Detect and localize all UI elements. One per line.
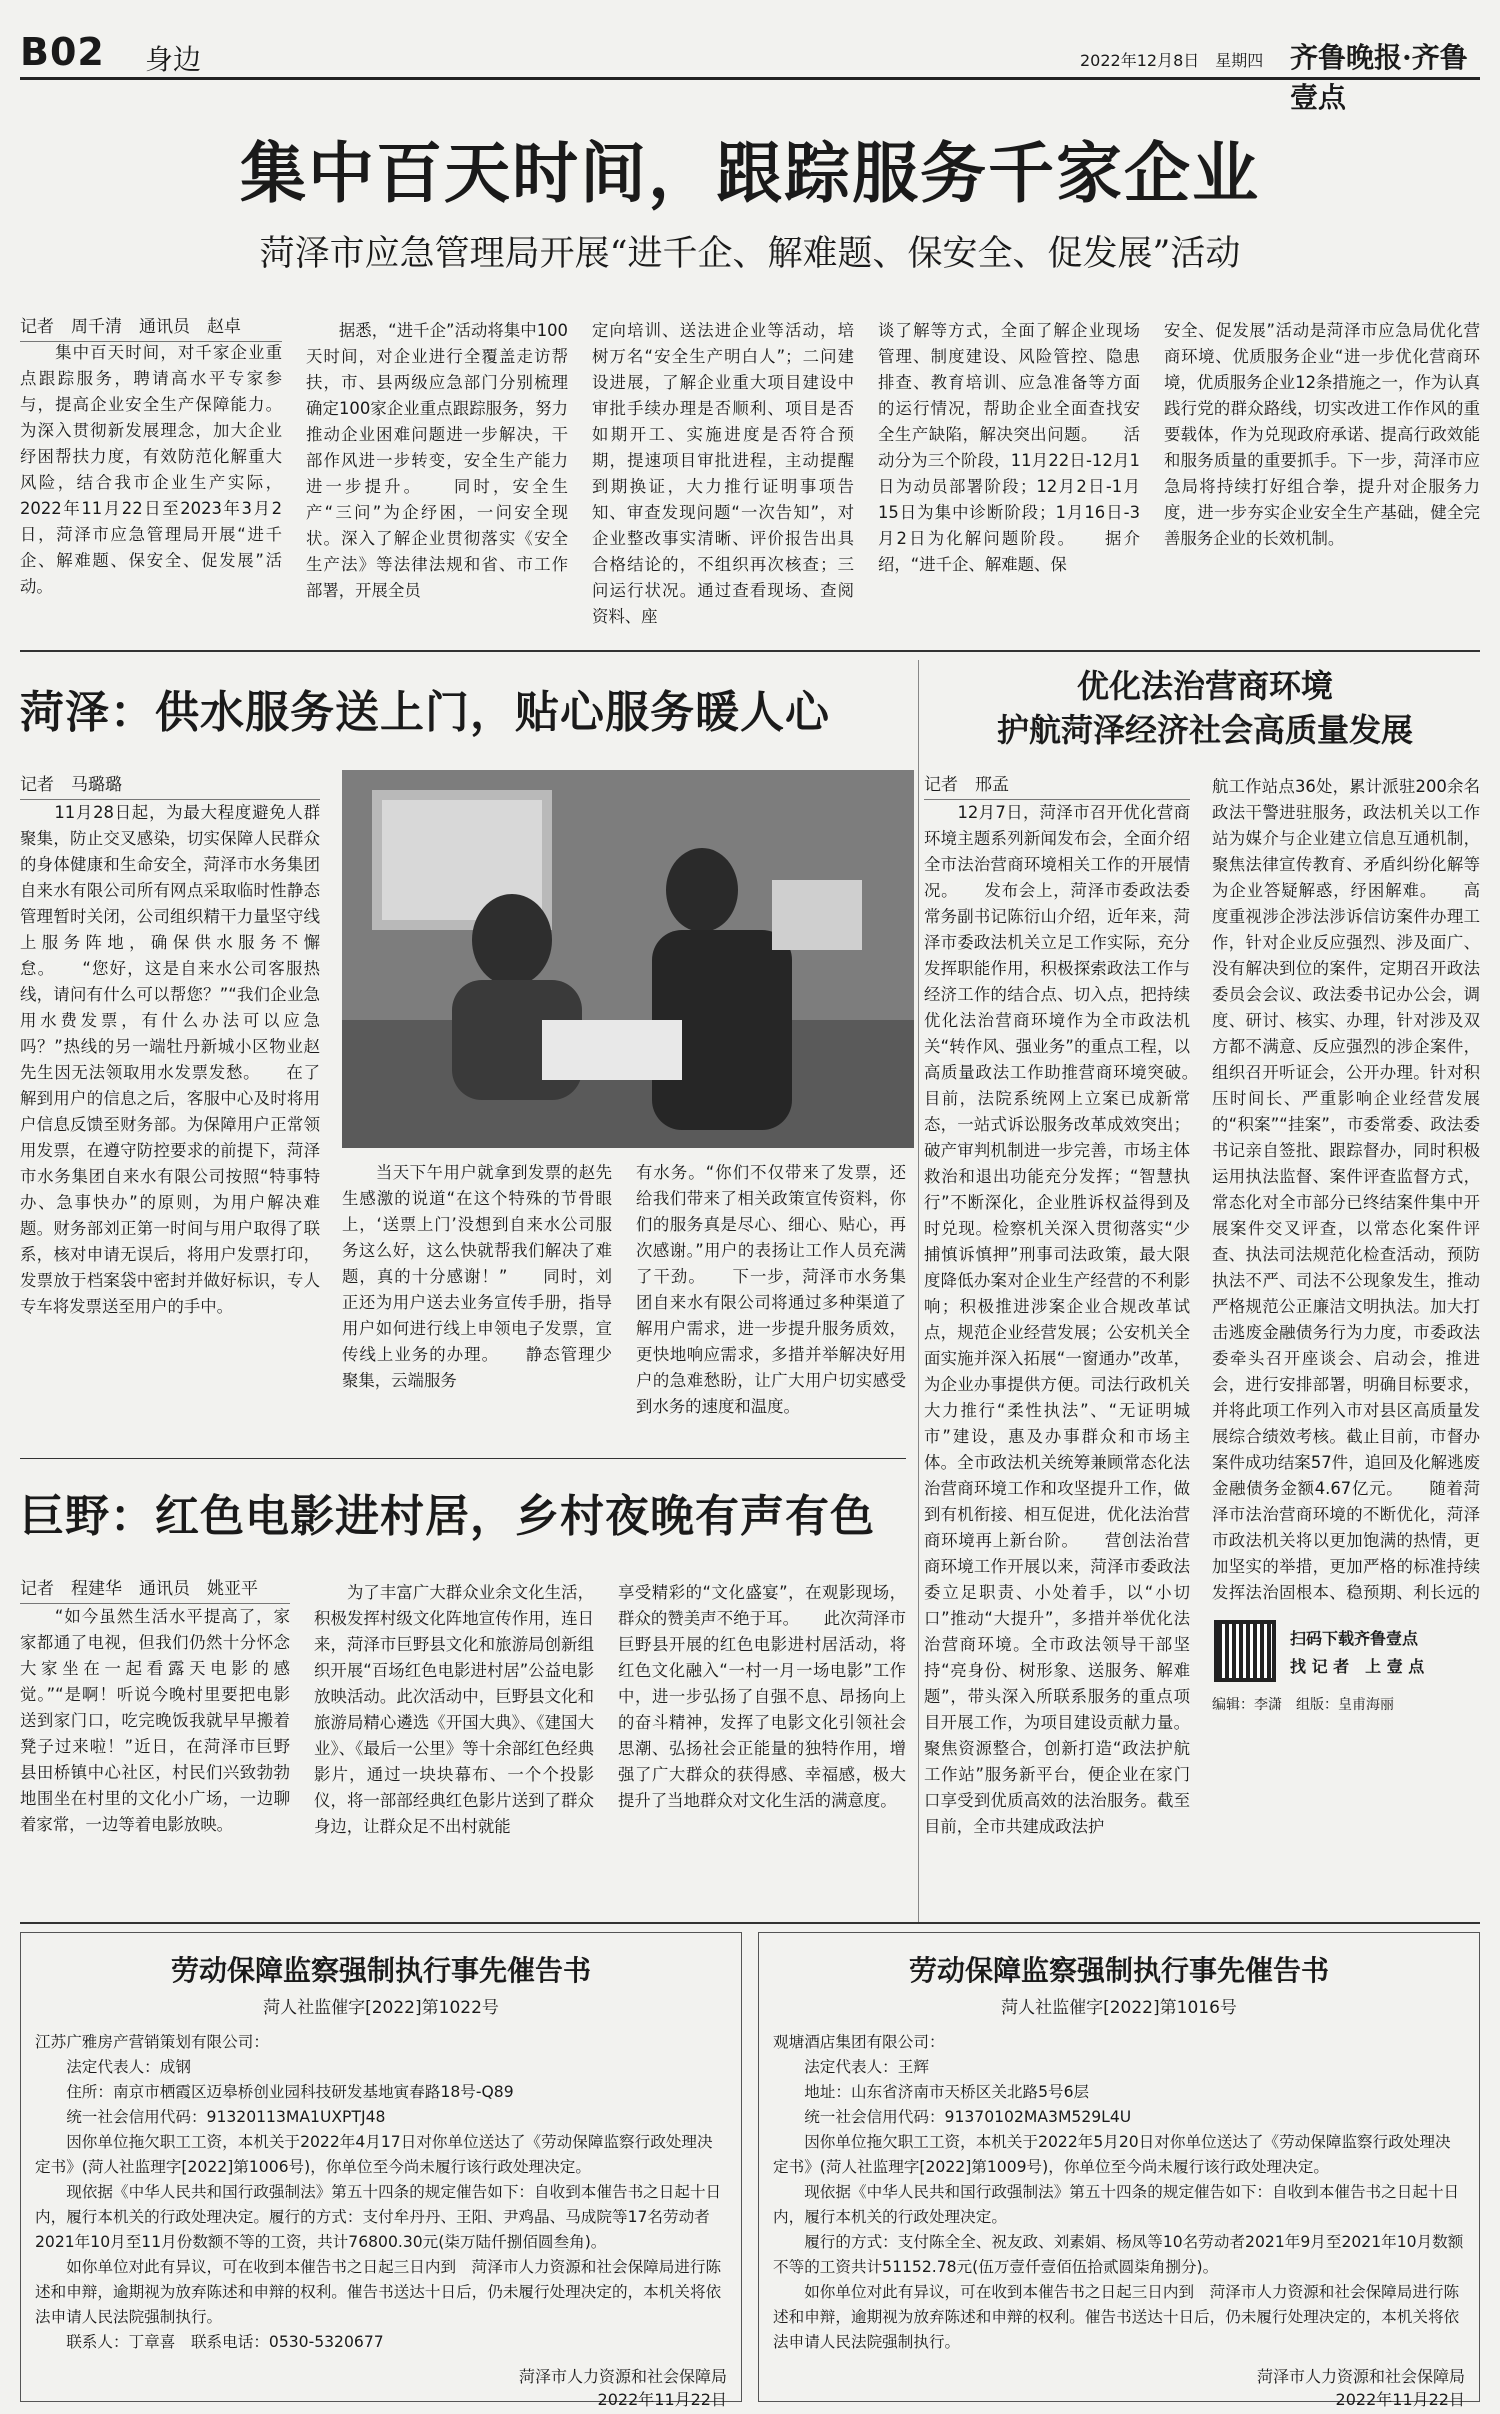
- notice-line: 统一社会信用代码：91370102MA3M529L4U: [773, 2108, 1132, 2126]
- notice-line: 法定代表人：王辉: [773, 2058, 929, 2076]
- water-headline: 菏泽：供水服务送上门，贴心服务暖人心: [20, 687, 830, 738]
- notice-line: 履行的方式：支付陈全全、祝友政、刘素娟、杨凤等10名劳动者2021年9月至2021年10月数额不等的工资共计51152.78元(伍万壹仟壹佰伍拾贰圆柒角捌分)。: [773, 2233, 1464, 2276]
- water-column-1: 11月28日起，为最大程度避免人群聚集，防止交叉感染，切实保障人民群众的身体健康和生命安全，菏泽市水务集团自来水有限公司所有网点采取临时性静态管理暂时关闭，公司组织精干力量坚守线上服务阵地，确保供水服务不懈怠。 “您好，这是自来水公司客服热线，请问有什么可以帮您？”“我们企业急用水费发票，有什么办法可以应急吗？”热线的另一端牡丹新城小区物业赵先生因无法领取用水发票发愁。 在了解到用户的信息之后，客服中心及时将用户信息反馈至财务部。为保障用户正常领用发票，在遵守防控要求的前提下，菏泽市水务集团自来水有限公司按照“特事特办、急事快办”的原则，为用户解决难题。财务部刘正第一时间与用户取得了联系，核对申请无误后，将用户发票打印，发票放于档案袋中密封并做好标识，专人专车将发票送至用户的手中。: [20, 803, 320, 1316]
- movie-column-2: 为了丰富广大群众业余文化生活，积极发挥村级文化阵地宣传作用，连日来，菏泽市巨野县文化和旅游局创新组织开展“百场红色电影进村居”公益电影放映活动。此次活动中，巨野县文化和旅游局精心遴选《开国大典》、《建国大业》、《最后一公里》等十余部红色经典影片，通过一块块幕布、一个个投影仪，将一部部经典红色影片送到了群众身边，让群众足不出村就能: [314, 1583, 594, 1836]
- qr-code-icon[interactable]: [1214, 1620, 1276, 1682]
- qr-caption-1: 扫码下载齐鲁壹点: [1290, 1629, 1419, 1648]
- masthead-logo: 齐鲁晚报·齐鲁壹点: [1290, 41, 1468, 114]
- notice-code: 菏人社监催字[2022]第1022号: [263, 1998, 499, 2018]
- notice-line: 如你单位对此有异议，可在收到本催告书之日起三日内到 菏泽市人力资源和社会保障局进行陈述和申辩，逾期视为放弃陈述和申辩的权利。催告书送达十日后，仍未履行处理决定的，本机关将依法申请人民法院强制执行。: [773, 2283, 1460, 2351]
- notice-box-1: [20, 1932, 742, 2409]
- notice-line: 住所：南京市栖霞区迈皋桥创业园科技研发基地寅春路18号-Q89: [35, 2083, 514, 2101]
- photo-illustration: [342, 770, 914, 1148]
- notice-body: [759, 2018, 1479, 2358]
- notice-line: 联系人：丁章喜 联系电话：0530-5320677: [35, 2333, 384, 2351]
- notice-signer: 菏泽市人力资源和社会保障局: [1256, 2367, 1465, 2386]
- lead-headline: 集中百天时间，跟踪服务千家企业: [240, 135, 1260, 212]
- lead-byline: 记者 周千清 通讯员 赵卓: [20, 312, 282, 342]
- notice-line: 法定代表人：成钢: [35, 2058, 191, 2076]
- movie-byline: 记者 程建华 通讯员 姚亚平: [20, 1574, 290, 1604]
- issue-date: 2022年12月8日 星期四: [1080, 51, 1264, 70]
- page-number: B02: [20, 30, 105, 74]
- notice-title: 劳动保障监察强制执行事先催告书: [908, 1954, 1329, 1987]
- lead-column-3: 定向培训、送法进企业等活动，培树万名“安全生产明白人”；二问建设进展，了解企业重大项目建设中审批手续办理是否顺利、项目是否如期开工、实施进度是否符合预期，提速项目审批进程，主动提醒到期换证，大力推行证明事项告知、审查发现问题“一次告知”，对企业整改事实清晰、评价报告出具合格结论的，不组织再次核查；三问运行状况。通过查看现场、查阅资料、座: [592, 321, 854, 626]
- notice-box-2: [758, 1932, 1480, 2409]
- lead-column-4: 谈了解等方式，全面了解企业现场管理、制度建设、风险管控、隐患排查、教育培训、应急准备等方面的运行情况，帮助企业全面查找安全生产缺陷，解决突出问题。 活动分为三个阶段，11月22日-12月1日为动员部署阶段；12月2日-1月15日为集中诊断阶段；1月16日-3月2日为化解问题阶段。 据介绍，“进千企、解难题、保: [878, 321, 1140, 574]
- section-divider: [20, 1922, 1480, 1924]
- water-column-3: 有水务。“你们不仅带来了发票，还给我们带来了相关政策宣传资料，你们的服务真是尽心、细心、贴心，再次感谢。”用户的表扬让工作人员充满了干劲。 下一步，菏泽市水务集团自来水有限公司将通过多种渠道了解用户需求，进一步提升服务质效，更快地响应需求，多措并举解决好用户的急难愁盼，让广大用户切实感受到水务的速度和温度。: [636, 1163, 906, 1416]
- notice-line: 统一社会信用代码：91320113MA1UXPTJ48: [35, 2108, 386, 2126]
- notice-line: 因你单位拖欠职工工资，本机关于2022年5月20日对你单位送达了《劳动保障监察行政处理决定书》(菏人社监理字[2022]第1009号)，你单位至今尚未履行该行政处理决定。: [773, 2133, 1451, 2176]
- notice-line: 观塘酒店集团有限公司：: [773, 2033, 945, 2051]
- water-column-2: 当天下午用户就拿到发票的赵先生感激的说道“在这个特殊的节骨眼上，‘送票上门’没想到自来水公司服务这么好，这么快就帮我们解决了难题，真的十分感谢！” 同时，刘正还为用户送去业务宣传手册，指导用户如何进行线上申领电子发票，宣传线上业务的办理。 静态管理少聚集，云端服务: [342, 1163, 612, 1390]
- law-headline-line1: 优化法治营商环境: [1076, 667, 1333, 705]
- notice-code: 菏人社监催字[2022]第1016号: [1001, 1998, 1237, 2018]
- notice-signer: 菏泽市人力资源和社会保障局: [518, 2367, 727, 2386]
- lead-column-1: 集中百天时间，对千家企业重点跟踪服务，聘请高水平专家参与，提高企业安全生产保障能力。为深入贯彻新发展理念，加大企业纾困帮扶力度，有效防范化解重大风险，结合我市企业生产实际，2022年11月22日至2023年3月2日，菏泽市应急管理局开展“进千企、解难题、保安全、促发展”活动。: [20, 343, 282, 596]
- law-headline-line2: 护航菏泽经济社会高质量发展: [996, 711, 1413, 749]
- notice-line: 现依据《中华人民共和国行政强制法》第五十四条的规定催告如下：自收到本催告书之日起十日内，履行本机关的行政处理决定。履行的方式：支付牟丹丹、王阳、尹鸡晶、马成院等17名劳动者2021年10月至11月份数额不等的工资，共计76800.30元(柒万陆仟捌佰圆叁角)。: [35, 2183, 722, 2251]
- movie-headline: 巨野：红色电影进村居，乡村夜晚有声有色: [20, 1491, 875, 1542]
- notice-line: 江苏广雅房产营销策划有限公司：: [35, 2033, 269, 2051]
- lead-subheadline: 菏泽市应急管理局开展“进千企、解难题、保安全、促发展”活动: [259, 234, 1241, 274]
- column-rule: [918, 660, 919, 1922]
- notice-line: 如你单位对此有异议，可在收到本催告书之日起三日内到 菏泽市人力资源和社会保障局进行陈述和申辩，逾期视为放弃陈述和申辩的权利。催告书送达十日后，仍未履行处理决定的，本机关将依法申请人民法院强制执行。: [35, 2258, 722, 2326]
- notice-date: 2022年11月22日: [1335, 2390, 1465, 2409]
- notice-line: [773, 2355, 1465, 2358]
- law-column-1: 12月7日，菏泽市召开优化营商环境主题系列新闻发布会，全面介绍全市法治营商环境相关工作的开展情况。 发布会上，菏泽市委政法委常务副书记陈衍山介绍，近年来，菏泽市委政法机关立足工作实际，充分发挥职能作用，积极探索政法工作与经济工作的结合点、切入点，把持续优化法治营商环境作为全市政法机关“转作风、强业务”的重点工程，以高质量政法工作助推营商环境突破。 目前，法院系统网上立案已成新常态，一站式诉讼服务改革成效突出；破产审判机制进一步完善，市场主体救治和退出功能充分发挥；“智慧执行”不断深化，企业胜诉权益得到及时兑现。检察机关深入贯彻落实“少捕慎诉慎押”刑事司法政策，最大限度降低办案对企业生产经营的不利影响；积极推进涉案企业合规改革试点，规范企业经营发展；公安机关全面实施并深入拓展“一窗通办”改革，为企业办事提供方便。司法行政机关大力推行“柔性执法”、“无证明城市”建设，惠及办事群众和市场主体。全市政法机关统筹兼顾常态化法治营商环境工作和攻坚提升工作，做到有机衔接、相互促进，优化法治营商环境再上新台阶。 营创法治营商环境工作开展以来，菏泽市委政法委立足职责、小处着手，以“小切口”推动“大提升”，多措并举优化法治营商环境。全市政法领导干部坚持“亮身份、树形象、送服务、解难题”，带头深入所联系服务的重点项目开展工作，为项目建设贡献力量。聚焦资源整合，创新打造“政法护航工作站”服务新平台，便企业在家门口享受到优质高效的法治服务。截至目前，全市共建成政法护: [924, 803, 1190, 1836]
- movie-column-3: 享受精彩的“文化盛宴”，在观影现场，群众的赞美声不绝于耳。 此次菏泽市巨野县开展的红色电影进村居活动，将红色文化融入“一村一月一场电影”工作中，进一步弘扬了自强不息、昂扬向上的奋斗精神，发挥了电影文化引领社会思潮、弘扬社会正能量的独特作用，增强了广大群众的获得感、幸福感，极大提升了当地群众对文化生活的满意度。: [618, 1583, 906, 1810]
- service-photo: [342, 770, 914, 1148]
- notice-title: 劳动保障监察强制执行事先催告书: [170, 1954, 591, 1987]
- section-divider: [20, 650, 1480, 652]
- law-column-2: 航工作站点36处，累计派驻200余名政法干警进驻服务，政法机关以工作站为媒介与企业建立信息互通机制，聚焦法律宣传教育、矛盾纠纷化解等为企业答疑解惑，纾困解难。 高度重视涉企涉法涉诉信访案件办理工作，针对企业反应强烈、涉及面广、没有解决到位的案件，定期召开政法委员会会议、政法委书记办公会，调度、研讨、核实、办理，针对涉及双方都不满意、反应强烈的涉企案件，组织召开听证会，公开办理。针对积压时间长、严重影响企业经营发展的“积案”“挂案”，市委常委、政法委书记亲自签批、跟踪督办，同时积极运用执法监督、案件评查监督方式，常态化对全市部分已终结案件集中开展案件交叉评查，以常态化案件评查、执法司法规范化检查活动，预防执法不严、司法不公现象发生，推动严格规范公正廉洁文明执法。加大打击逃废金融债务行为力度，市委政法委牵头召开座谈会、启动会，推进会，进行安排部署，明确目标要求，并将此项工作列入市对县区高质量发展综合绩效考核。截止目前，市督办案件成功结案57件，追回及化解逃废金融债务金额4.67亿元。 随着菏泽市法治营商环境的不断优化，菏泽市政法机关将以更加饱满的热情，更加坚实的举措，更加严格的标准持续发挥法治固根本、稳预期、利长远的: [1212, 777, 1480, 1602]
- section-divider: [20, 1458, 906, 1459]
- lead-column-2: 据悉，“进千企”活动将集中100天时间，对企业进行全覆盖走访帮扶，市、县两级应急部门分别梳理确定100家企业重点跟踪服务，努力推动企业困难问题进一步解决，干部作风进一步转变，安全生产能力进一步提升。 同时，安全生产“三问”为企纾困，一问安全现状。深入了解企业贯彻落实《安全生产法》等法律法规和省、市工作部署，开展全员: [306, 321, 568, 600]
- notice-line: 因你单位拖欠职工工资，本机关于2022年4月17日对你单位送达了《劳动保障监察行政处理决定书》(菏人社监理字[2022]第1006号)，你单位至今尚未履行该行政处理决定。: [35, 2133, 713, 2176]
- law-byline: 记者 邢孟: [924, 770, 1190, 800]
- qr-caption-2: 找 记 者 上 壹 点: [1290, 1657, 1425, 1676]
- water-byline: 记者 马璐璐: [20, 770, 320, 800]
- notice-line: 地址：山东省济南市天桥区关北路5号6层: [773, 2083, 1090, 2101]
- notice-date: 2022年11月22日: [597, 2390, 727, 2409]
- lead-column-5: 安全、促发展”活动是菏泽市应急局优化营商环境、优质服务企业“进一步优化营商环境，优质服务企业12条措施之一，作为认真践行党的群众路线，切实改进工作作风的重要载体，作为兑现政府承诺、提高行政效能和服务质量的重要抓手。下一步，菏泽市应急局将持续打好组合拳，提升对企服务力度，进一步夯实企业安全生产基础，健全完善服务企业的长效机制。: [1164, 321, 1480, 548]
- movie-column-1: “如今虽然生活水平提高了，家家都通了电视，但我们仍然十分怀念大家坐在一起看露天电影的感觉。”“是啊！听说今晚村里要把电影送到家门口，吃完晚饭我就早早搬着凳子过来啦！”近日，在菏泽市巨野县田桥镇中心社区，村民们兴致勃勃地围坐在村里的文化小广场，一边聊着家常，一边等着电影放映。: [20, 1607, 290, 1834]
- notice-body: [21, 2018, 741, 2358]
- editor-credit: 编辑：李潇 组版：皇甫海丽: [1212, 1697, 1394, 1713]
- section-name: 身边: [145, 43, 202, 76]
- notice-line: 现依据《中华人民共和国行政强制法》第五十四条的规定催告如下：自收到本催告书之日起十日内，履行本机关的行政处理决定。: [773, 2183, 1460, 2226]
- page-header: [20, 30, 1480, 114]
